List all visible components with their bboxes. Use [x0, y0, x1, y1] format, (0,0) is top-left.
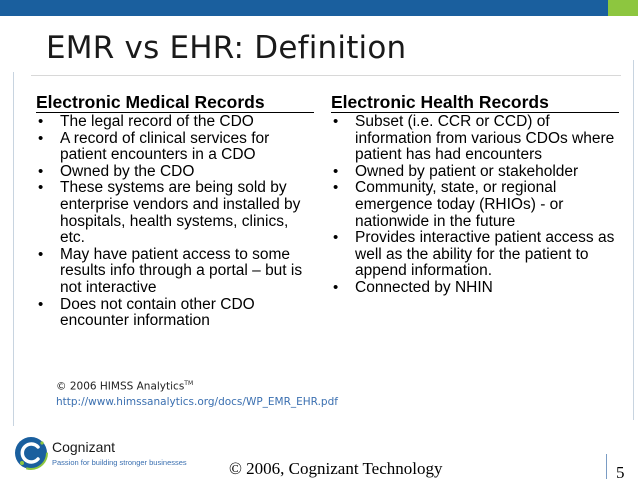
- emr-item: • May have patient access to some results info through a portal – but is not interactive: [36, 247, 314, 297]
- logo-name: Cognizant: [52, 439, 116, 455]
- ehr-item: • Owned by patient or stakeholder: [331, 164, 619, 181]
- left-divider-line: [13, 72, 14, 426]
- logo-tagline: Passion for building stronger businesses: [52, 458, 187, 467]
- ehr-column: [331, 92, 619, 297]
- copyright-text: © 2006, Cognizant Technology: [229, 459, 443, 478]
- ehr-list: [331, 114, 619, 297]
- emr-item: • These systems are being sold by enterprise vendors and installed by hospitals, health systems, clinics, etc.: [36, 180, 314, 246]
- slide-title: EMR vs EHR: Definition: [46, 30, 407, 66]
- ehr-item: • Provides interactive patient access as well as the ability for the patient to append information.: [331, 230, 619, 280]
- top-accent-bar: [0, 0, 638, 16]
- right-divider-line: [633, 60, 634, 420]
- emr-heading: Electronic Medical Records: [36, 92, 314, 113]
- top-bar-green-segment: [608, 0, 638, 16]
- cognizant-logo: [14, 436, 194, 472]
- ehr-item: • Subset (i.e. CCR or CCD) of information from various CDOs where patient has had encounters: [331, 114, 619, 164]
- emr-column: [36, 92, 314, 330]
- source-url[interactable]: http://www.himssanalytics.org/docs/WP_EMR_EHR.pdf: [56, 396, 338, 408]
- page-number-divider: [606, 454, 607, 479]
- emr-item: • Owned by the CDO: [36, 164, 314, 181]
- source-credit-text: © 2006 HIMSS Analytics: [56, 380, 185, 393]
- emr-item: • Does not contain other CDO encounter information: [36, 297, 314, 330]
- emr-item: • The legal record of the CDO: [36, 114, 314, 131]
- ehr-item: • Connected by NHIN: [331, 280, 619, 297]
- emr-item: • A record of clinical services for patient encounters in a CDO: [36, 131, 314, 164]
- ehr-heading: Electronic Health Records: [331, 92, 619, 113]
- emr-list: [36, 114, 314, 330]
- cognizant-logo-icon: [14, 436, 48, 470]
- top-bar-blue-segment: [0, 0, 608, 16]
- comparison-table-image: [31, 75, 621, 365]
- source-credit: [56, 380, 193, 393]
- ehr-item: • Community, state, or regional emergence today (RHIOs) - or nationwide in the future: [331, 180, 619, 230]
- trademark-mark: TM: [184, 380, 194, 387]
- page-number: 5: [616, 463, 625, 479]
